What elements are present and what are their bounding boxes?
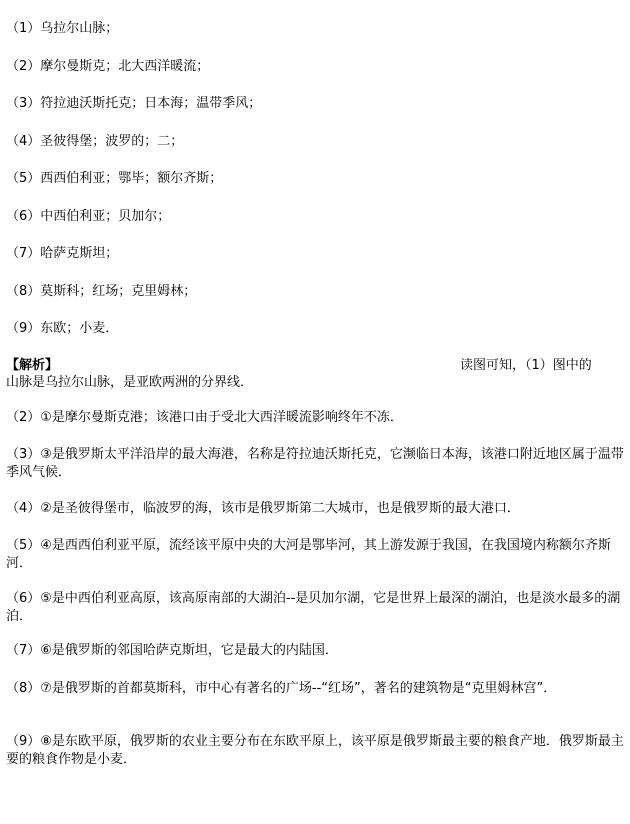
answer-4: （4）圣彼得堡；波罗的；二； [6, 134, 184, 149]
analysis-item-3: （3）③是俄罗斯太平洋沿岸的最大海港，名称是符拉迪沃斯托克，它濒临日本海，该港口附近地区属于温带季风气候． [6, 447, 624, 480]
analysis-heading-row [6, 357, 624, 375]
analysis-lead: 读图可知，（1）图中的 [460, 358, 592, 373]
analysis-item-4: （4）②是圣彼得堡市，临波罗的海，该市是俄罗斯第二大城市，也是俄罗斯的最大港口． [6, 501, 520, 516]
analysis-item-8: （8）⑦是俄罗斯的首都莫斯科，市中心有著名的广场--“红场”，著名的建筑物是“克里姆林宫”． [6, 681, 557, 696]
analysis-item-9: （9）⑧是东欧平原，俄罗斯的农业主要分布在东欧平原上，该平原是俄罗斯最主要的粮食产地．俄罗斯最主要的粮食作物是小麦． [6, 734, 624, 767]
answer-7: （7）哈萨克斯坦； [6, 246, 119, 261]
analysis-item-7: （7）⑥是俄罗斯的邻国哈萨克斯坦，它是最大的内陆国． [6, 643, 338, 658]
answer-8: （8）莫斯科；红场；克里姆林； [6, 284, 197, 299]
analysis-heading: 【解析】 [6, 358, 59, 373]
analysis-item-5: （5）④是西西伯利亚平原，流经该平原中央的大河是鄂毕河，其上游发源于我国，在我国境内称额尔齐斯河． [6, 538, 611, 571]
analysis-lead-continuation: 山脉是乌拉尔山脉，是亚欧两洲的分界线． [6, 375, 254, 390]
answer-1: （1）乌拉尔山脉； [6, 21, 119, 36]
answer-2: （2）摩尔曼斯克；北大西洋暖流； [6, 59, 210, 74]
analysis-item-6: （6）⑤是中西伯利亚高原，该高原南部的大湖泊--是贝加尔湖，它是世界上最深的湖泊，也是淡水最多的湖泊． [6, 591, 621, 624]
answer-6: （6）中西伯利亚；贝加尔； [6, 209, 171, 224]
analysis-item-2: （2）①是摩尔曼斯克港；该港口由于受北大西洋暖流影响终年不冻． [6, 410, 403, 425]
answer-3: （3）符拉迪沃斯托克；日本海；温带季风； [6, 96, 262, 111]
answer-5: （5）西西伯利亚；鄂毕；额尔齐斯； [6, 171, 223, 186]
answer-9: （9）东欧；小麦． [6, 321, 119, 336]
